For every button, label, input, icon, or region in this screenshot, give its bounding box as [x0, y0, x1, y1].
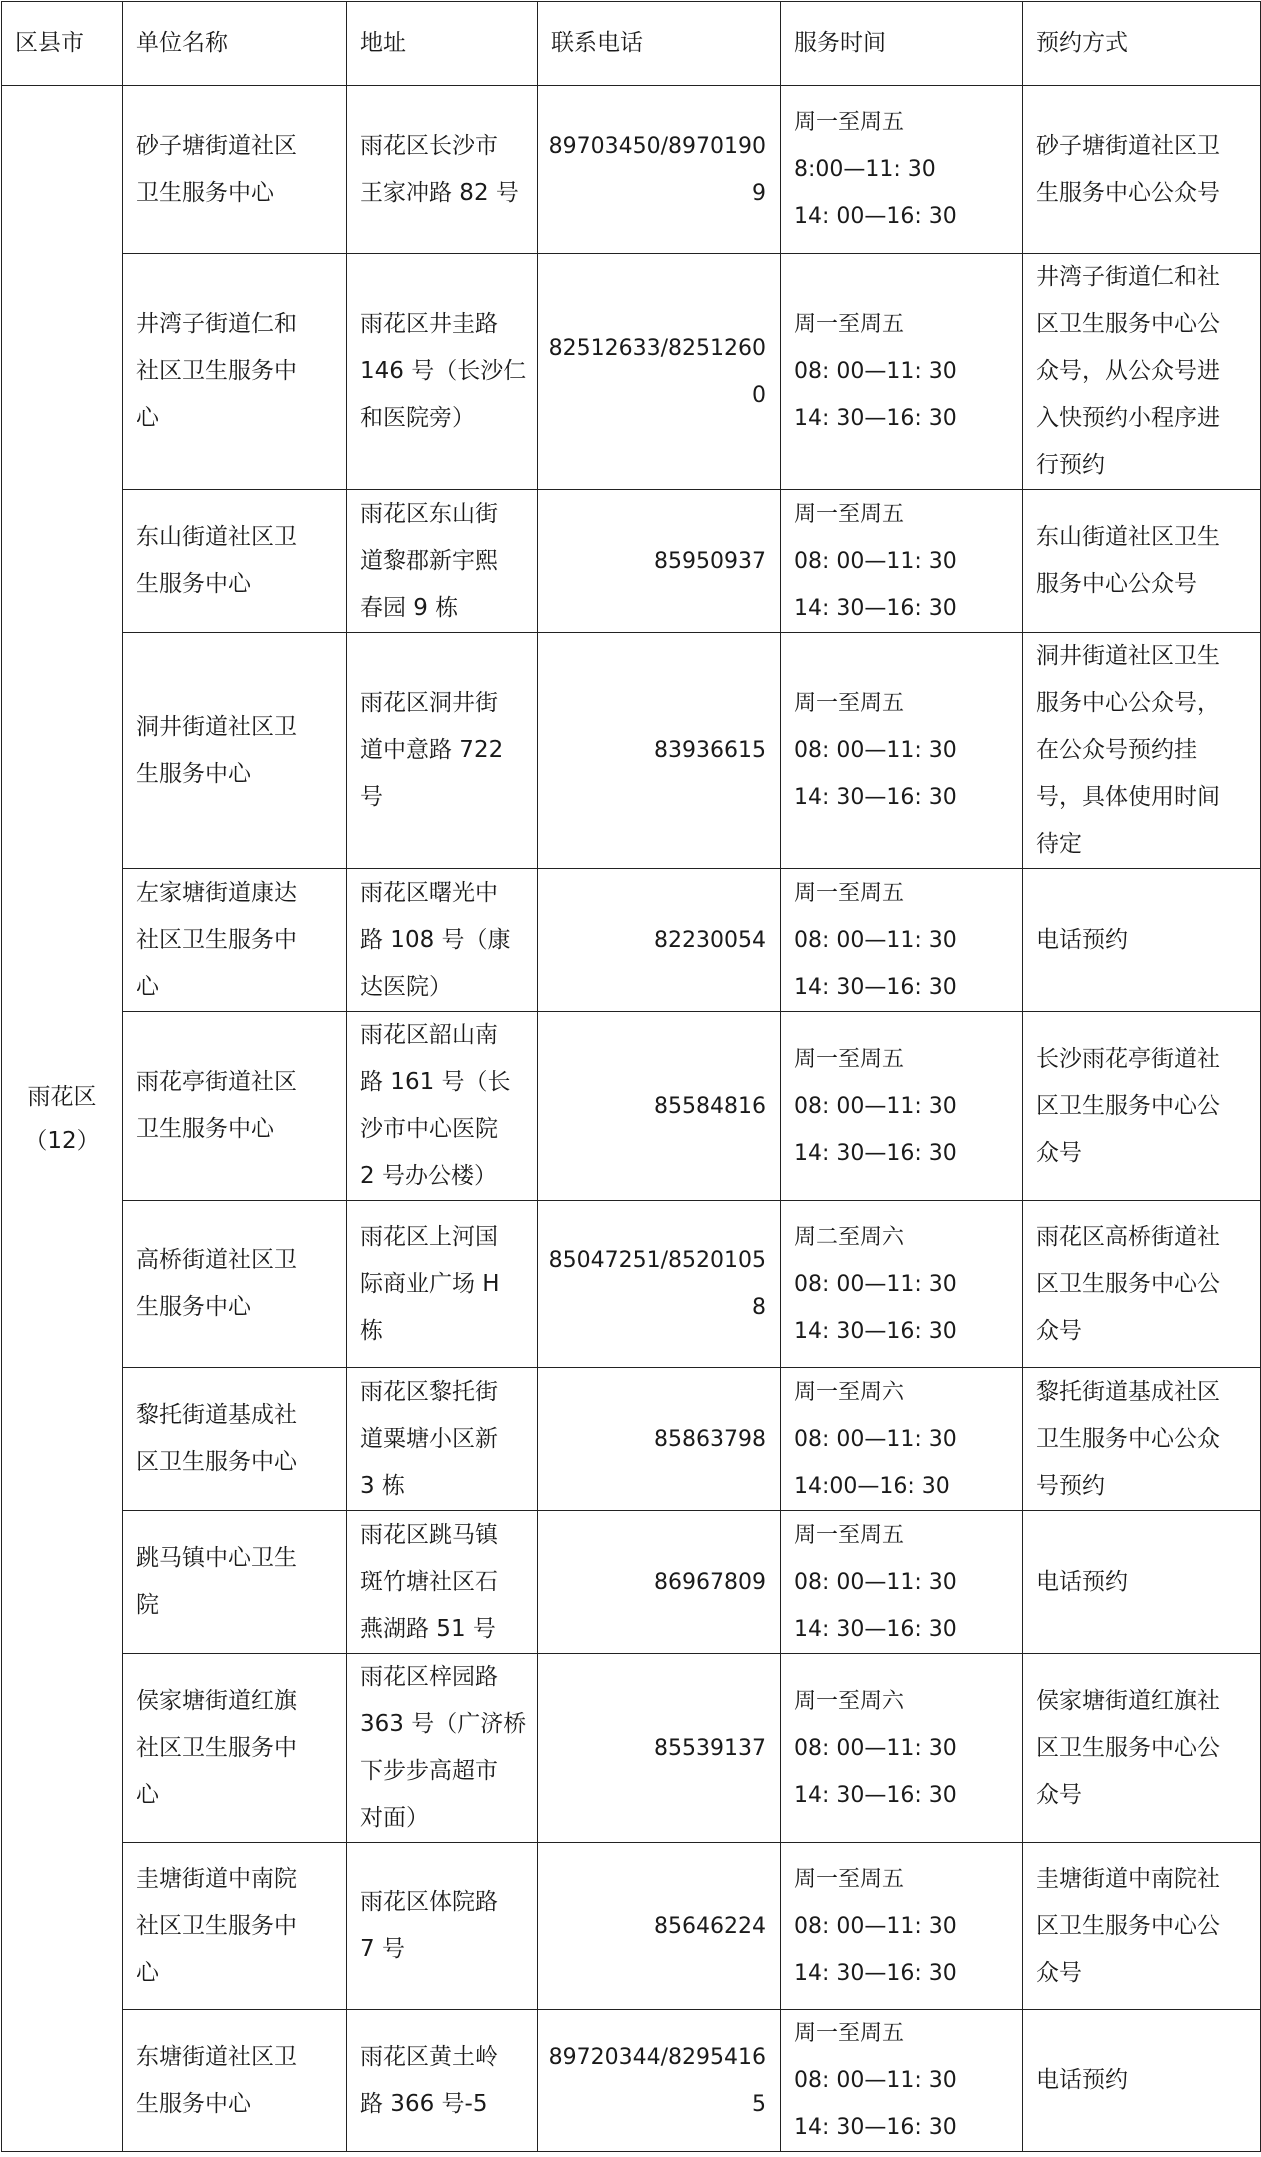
address-line: 雨花区东山街 [360, 500, 498, 527]
booking-method-line: 长沙雨花亭街道社 [1036, 1045, 1220, 1072]
booking-method-cell [1023, 869, 1261, 1012]
booking-method-line: 圭塘街道中南院社 [1036, 1865, 1220, 1892]
booking-method-line: 区卫生服务中心公 [1036, 311, 1220, 337]
clinic-table [1, 1, 1261, 2152]
service-time-line: 周一至周五 [794, 1866, 905, 1892]
service-time-cell [781, 254, 1023, 490]
address-cell [347, 1012, 538, 1201]
unit-name-line: 生服务中心 [136, 2090, 251, 2117]
address-cell [347, 490, 538, 633]
table-row [2, 490, 1261, 633]
booking-method-cell [1023, 1201, 1261, 1368]
service-time-line: 14: 30—16: 30 [794, 406, 957, 431]
booking-method-line: 在公众号预约挂 [1036, 737, 1197, 763]
table-row [2, 254, 1261, 490]
unit-name-cell [123, 2010, 347, 2152]
phone-cell: 89703450/89701909 [538, 86, 781, 254]
service-time-line: 08: 00—11: 30 [794, 927, 957, 953]
booking-method-line: 行预约 [1036, 452, 1105, 478]
booking-method-cell [1023, 2010, 1261, 2152]
booking-method-cell [1023, 490, 1261, 633]
service-time-line: 周一至周五 [794, 501, 905, 527]
booking-method-line: 众号，从公众号进 [1036, 358, 1220, 384]
address-cell [347, 1843, 538, 2010]
address-cell [347, 254, 538, 490]
header-address: 地址 [347, 2, 538, 86]
phone-cell: 86967809 [538, 1511, 781, 1654]
phone-cell: 82512633/82512600 [538, 254, 781, 490]
unit-name-cell [123, 1201, 347, 1368]
service-time-line: 08: 00—11: 30 [794, 1426, 957, 1452]
address-line: 雨花区黄土岭 [360, 2043, 498, 2070]
table-row [2, 869, 1261, 1012]
booking-method-line: 号预约 [1036, 1472, 1105, 1499]
header-booking-method: 预约方式 [1023, 2, 1261, 86]
address-line: 路 161 号（长 [360, 1069, 511, 1095]
unit-name-cell [123, 633, 347, 869]
service-time-line: 14: 30—16: 30 [794, 1140, 957, 1166]
unit-name-line: 生服务中心 [136, 571, 251, 597]
phone-cell: 83936615 [538, 633, 781, 869]
booking-method-line: 砂子塘街道社区卫 [1036, 132, 1220, 159]
booking-method-line: 生服务中心公众号 [1036, 179, 1220, 206]
address-line: 王家冲路 82 号 [360, 179, 519, 206]
service-time-cell [781, 490, 1023, 633]
service-time-line: 周一至周五 [794, 1046, 905, 1072]
table-row [2, 2010, 1261, 2152]
booking-method-line: 服务中心公众号， [1036, 690, 1220, 716]
address-cell [347, 1511, 538, 1654]
unit-name-line: 区卫生服务中心 [136, 1449, 297, 1475]
service-time-line: 14: 30—16: 30 [794, 785, 957, 810]
service-time-cell [781, 2010, 1023, 2152]
booking-method-line: 服务中心公众号 [1036, 571, 1197, 597]
booking-method-cell [1023, 1654, 1261, 1843]
unit-name-line: 洞井街道社区卫 [136, 713, 297, 740]
service-time-line: 周一至周六 [794, 1688, 905, 1714]
booking-method-line: 洞井街道社区卫生 [1036, 643, 1220, 669]
address-line: 雨花区梓园路 [360, 1664, 498, 1690]
address-line: 雨花区跳马镇 [360, 1521, 498, 1548]
unit-name-cell [123, 869, 347, 1012]
booking-method-line: 区卫生服务中心公 [1036, 1270, 1220, 1297]
booking-method-line: 待定 [1036, 831, 1082, 857]
unit-name-cell [123, 1012, 347, 1201]
booking-method-line: 侯家塘街道红旗社 [1036, 1687, 1220, 1714]
address-cell [347, 2010, 538, 2152]
service-time-cell [781, 1201, 1023, 1368]
booking-method-line: 号，具体使用时间 [1036, 784, 1220, 810]
service-time-line: 08: 00—11: 30 [794, 738, 957, 763]
phone-cell: 85584816 [538, 1012, 781, 1201]
phone-cell: 85047251/85201058 [538, 1201, 781, 1368]
service-time-line: 14: 30—16: 30 [794, 1960, 957, 1986]
unit-name-line: 东塘街道社区卫 [136, 2043, 297, 2070]
unit-name-line: 心 [136, 973, 159, 1000]
header-phone: 联系电话 [538, 2, 781, 86]
service-time-line: 14: 30—16: 30 [794, 1318, 957, 1344]
unit-name-line: 井湾子街道仁和 [136, 311, 297, 337]
address-line: 号 [360, 784, 383, 810]
service-time-line: 08: 00—11: 30 [794, 548, 957, 574]
service-time-cell [781, 633, 1023, 869]
header-service-time: 服务时间 [781, 2, 1023, 86]
address-line: 雨花区曙光中 [360, 879, 498, 906]
service-time-line: 08: 00—11: 30 [794, 2068, 957, 2093]
unit-name-cell [123, 490, 347, 633]
service-time-line: 8:00—11: 30 [794, 157, 936, 182]
unit-name-cell [123, 1843, 347, 2010]
service-time-line: 周一至周五 [794, 691, 905, 716]
address-line: 2 号办公楼） [360, 1163, 497, 1189]
service-time-line: 周一至周五 [794, 1522, 905, 1548]
phone-cell: 89720344/82954165 [538, 2010, 781, 2152]
address-line: 沙市中心医院 [360, 1116, 498, 1142]
unit-name-line: 社区卫生服务中 [136, 926, 297, 953]
address-line: 363 号（广济桥 [360, 1711, 527, 1737]
phone-cell: 85950937 [538, 490, 781, 633]
service-time-cell [781, 1368, 1023, 1511]
address-cell [347, 1654, 538, 1843]
phone-cell: 85539137 [538, 1654, 781, 1843]
address-line: 3 栋 [360, 1472, 405, 1499]
address-line: 对面） [360, 1805, 429, 1831]
address-line: 雨花区上河国 [360, 1223, 498, 1250]
service-time-line: 周一至周五 [794, 312, 905, 337]
address-line: 雨花区长沙市 [360, 132, 498, 159]
address-line: 道黎郡新宇熙 [360, 547, 498, 574]
service-time-cell [781, 1012, 1023, 1201]
booking-method-line: 区卫生服务中心公 [1036, 1912, 1220, 1939]
district-name: 雨花区 [27, 1083, 97, 1110]
district-cell [2, 86, 123, 2152]
service-time-line: 14: 30—16: 30 [794, 974, 957, 1000]
booking-method-line: 电话预约 [1036, 926, 1128, 953]
phone-cell: 82230054 [538, 869, 781, 1012]
service-time-cell [781, 86, 1023, 254]
unit-name-line: 心 [136, 405, 159, 431]
service-time-line: 周一至周五 [794, 2021, 905, 2046]
table-row [2, 1368, 1261, 1511]
booking-method-line: 众号 [1036, 1959, 1082, 1986]
unit-name-line: 心 [136, 1959, 159, 1986]
address-line: 雨花区洞井街 [360, 690, 498, 716]
service-time-line: 周二至周六 [794, 1224, 905, 1250]
header-district: 区县市 [2, 2, 123, 86]
address-line: 道中意路 722 [360, 737, 504, 763]
booking-method-line: 区卫生服务中心公 [1036, 1734, 1220, 1761]
header-row [2, 2, 1261, 86]
service-time-line: 08: 00—11: 30 [794, 359, 957, 384]
service-time-line: 周一至周五 [794, 880, 905, 906]
service-time-line: 08: 00—11: 30 [794, 1913, 957, 1939]
unit-name-line: 社区卫生服务中 [136, 1912, 297, 1939]
service-time-cell [781, 1843, 1023, 2010]
unit-name-line: 侯家塘街道红旗 [136, 1687, 297, 1714]
booking-method-cell [1023, 254, 1261, 490]
booking-method-line: 众号 [1036, 1139, 1082, 1166]
booking-method-cell [1023, 1012, 1261, 1201]
address-line: 雨花区黎托街 [360, 1378, 498, 1405]
service-time-line: 14: 00—16: 30 [794, 204, 957, 229]
unit-name-line: 东山街道社区卫 [136, 524, 297, 550]
booking-method-line: 区卫生服务中心公 [1036, 1092, 1220, 1119]
table-body [2, 2, 1261, 2152]
address-line: 路 108 号（康 [360, 926, 511, 953]
booking-method-line: 电话预约 [1036, 1568, 1128, 1595]
booking-method-line: 电话预约 [1036, 2067, 1128, 2093]
unit-name-cell [123, 1368, 347, 1511]
service-time-cell [781, 1654, 1023, 1843]
address-cell [347, 633, 538, 869]
service-time-line: 14: 30—16: 30 [794, 2115, 957, 2140]
table-row [2, 1012, 1261, 1201]
address-line: 和医院旁） [360, 405, 475, 431]
unit-name-line: 生服务中心 [136, 760, 251, 787]
address-line: 146 号（长沙仁 [360, 358, 527, 384]
unit-name-line: 雨花亭街道社区 [136, 1069, 297, 1095]
address-line: 路 366 号-5 [360, 2090, 488, 2117]
unit-name-line: 砂子塘街道社区 [136, 132, 297, 159]
service-time-line: 14: 30—16: 30 [794, 595, 957, 621]
service-time-line: 周一至周六 [794, 1379, 905, 1405]
unit-name-line: 社区卫生服务中 [136, 1734, 297, 1761]
table-row [2, 1654, 1261, 1843]
address-line: 燕湖路 51 号 [360, 1615, 496, 1642]
unit-name-line: 生服务中心 [136, 1294, 251, 1320]
address-line: 雨花区体院路 [360, 1889, 498, 1915]
unit-name-cell [123, 1511, 347, 1654]
service-time-line: 08: 00—11: 30 [794, 1271, 957, 1297]
booking-method-line: 井湾子街道仁和社 [1036, 264, 1220, 290]
unit-name-line: 左家塘街道康达 [136, 879, 297, 906]
unit-name-line: 跳马镇中心卫生 [136, 1545, 297, 1571]
address-line: 下步步高超市 [360, 1758, 498, 1784]
table-row [2, 1511, 1261, 1654]
address-cell [347, 86, 538, 254]
unit-name-line: 社区卫生服务中 [136, 358, 297, 384]
unit-name-line: 心 [136, 1781, 159, 1808]
booking-method-line: 东山街道社区卫生 [1036, 524, 1220, 550]
address-cell [347, 1368, 538, 1511]
service-time-line: 08: 00—11: 30 [794, 1093, 957, 1119]
table-row [2, 633, 1261, 869]
address-line: 春园 9 栋 [360, 594, 459, 621]
booking-method-cell [1023, 86, 1261, 254]
service-time-line: 08: 00—11: 30 [794, 1569, 957, 1595]
header-unit-name: 单位名称 [123, 2, 347, 86]
booking-method-cell [1023, 1511, 1261, 1654]
table-row [2, 1843, 1261, 2010]
unit-name-cell [123, 86, 347, 254]
booking-method-line: 入快预约小程序进 [1036, 405, 1220, 431]
service-time-cell [781, 869, 1023, 1012]
service-time-cell [781, 1511, 1023, 1654]
unit-name-line: 黎托街道基成社 [136, 1402, 297, 1428]
address-cell [347, 869, 538, 1012]
address-line: 斑竹塘社区石 [360, 1568, 498, 1595]
booking-method-line: 卫生服务中心公众 [1036, 1425, 1220, 1452]
service-time-line: 08: 00—11: 30 [794, 1735, 957, 1761]
booking-method-line: 众号 [1036, 1317, 1082, 1344]
unit-name-line: 卫生服务中心 [136, 1116, 274, 1142]
table-row [2, 86, 1261, 254]
table-row [2, 1201, 1261, 1368]
address-line: 栋 [360, 1317, 383, 1344]
booking-method-line: 雨花区高桥街道社 [1036, 1223, 1220, 1250]
address-line: 7 号 [360, 1936, 405, 1962]
address-cell [347, 1201, 538, 1368]
service-time-line: 周一至周五 [794, 110, 905, 135]
booking-method-line: 黎托街道基成社区 [1036, 1378, 1220, 1405]
booking-method-cell [1023, 1368, 1261, 1511]
unit-name-line: 院 [136, 1592, 159, 1618]
phone-cell: 85646224 [538, 1843, 781, 2010]
service-time-line: 14: 30—16: 30 [794, 1616, 957, 1642]
address-line: 雨花区韶山南 [360, 1022, 498, 1048]
phone-cell: 85863798 [538, 1368, 781, 1511]
unit-name-line: 卫生服务中心 [136, 179, 274, 206]
booking-method-cell [1023, 1843, 1261, 2010]
address-line: 达医院） [360, 973, 452, 1000]
district-count: （12） [24, 1127, 100, 1154]
booking-method-line: 众号 [1036, 1781, 1082, 1808]
unit-name-cell [123, 254, 347, 490]
unit-name-line: 圭塘街道中南院 [136, 1865, 297, 1892]
unit-name-cell [123, 1654, 347, 1843]
address-line: 雨花区井圭路 [360, 311, 498, 337]
unit-name-line: 高桥街道社区卫 [136, 1247, 297, 1273]
service-time-line: 14: 30—16: 30 [794, 1782, 957, 1808]
address-line: 道粟塘小区新 [360, 1425, 498, 1452]
service-time-line: 14:00—16: 30 [794, 1473, 950, 1499]
address-line: 际商业广场 H [360, 1270, 500, 1297]
booking-method-cell [1023, 633, 1261, 869]
